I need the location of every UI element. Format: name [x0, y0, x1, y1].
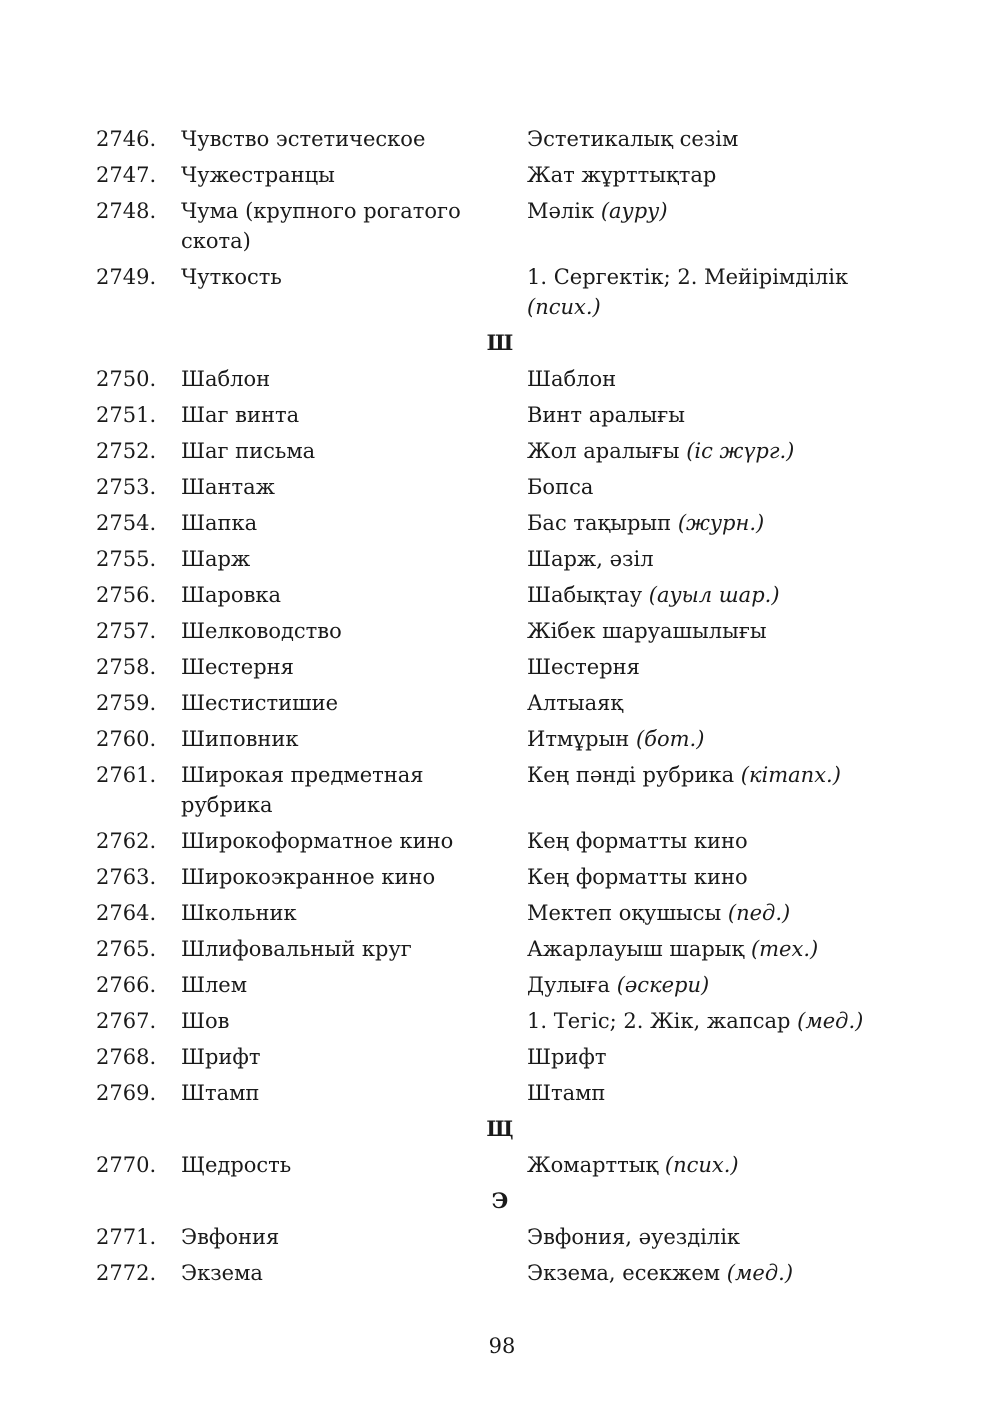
entry-row	[96, 1219, 886, 1255]
entry-number: 2753.	[96, 475, 157, 499]
russian-term: Шов	[181, 1009, 230, 1033]
entry-number: 2754.	[96, 511, 157, 535]
kazakh-translation	[527, 724, 886, 754]
entry-row	[96, 505, 886, 541]
entry-row	[96, 259, 886, 325]
russian-term: Шантаж	[181, 475, 275, 499]
russian-term: Шестистишие	[181, 691, 339, 715]
page-number: 98	[488, 1334, 516, 1358]
russian-term: Шелководство	[181, 619, 342, 643]
kazakh-term: Жомарттық	[527, 1153, 659, 1177]
kazakh-translation	[527, 1006, 886, 1036]
entry-number: 2766.	[96, 973, 157, 997]
entry-row	[96, 685, 886, 721]
kazakh-translation	[527, 1078, 886, 1108]
kazakh-term: Мектеп оқушысы	[527, 901, 722, 925]
kazakh-translation	[527, 262, 886, 322]
entry-row	[96, 433, 886, 469]
kazakh-term: 1. Сергектік; 2. Мейірімділік	[527, 265, 849, 289]
section-letter: Ш	[486, 330, 514, 355]
usage-note: (кітапх.)	[740, 763, 841, 787]
kazakh-translation	[527, 472, 886, 502]
russian-term: Чума (крупного рогатого скота)	[181, 199, 461, 253]
kazakh-term: Шестерня	[527, 655, 640, 679]
entry-row	[96, 931, 886, 967]
kazakh-translation	[527, 616, 886, 646]
usage-note: (бот.)	[635, 727, 705, 751]
entry-number: 2765.	[96, 937, 157, 961]
russian-term: Экзема	[181, 1261, 263, 1285]
kazakh-term: Штамп	[527, 1081, 606, 1105]
usage-note: (ауыл шар.)	[648, 583, 780, 607]
kazakh-term: Эвфония, әуезділік	[527, 1225, 741, 1249]
entry-number: 2747.	[96, 163, 157, 187]
russian-term: Широкоформатное кино	[181, 829, 454, 853]
entry-number: 2752.	[96, 439, 157, 463]
kazakh-term: Итмұрын	[527, 727, 630, 751]
entry-number: 2757.	[96, 619, 157, 643]
entry-row	[96, 649, 886, 685]
entry-row	[96, 1255, 886, 1291]
russian-term: Широкоэкранное кино	[181, 865, 436, 889]
russian-term: Шаровка	[181, 583, 282, 607]
kazakh-translation	[527, 544, 886, 574]
entry-row	[96, 1147, 886, 1183]
kazakh-translation	[527, 826, 886, 856]
russian-term: Чуткость	[181, 265, 282, 289]
entry-number: 2769.	[96, 1081, 157, 1105]
entry-number: 2750.	[96, 367, 157, 391]
kazakh-term: Кең форматты кино	[527, 865, 748, 889]
kazakh-translation	[527, 196, 886, 226]
kazakh-translation	[527, 436, 886, 466]
russian-term: Чувство эстетическое	[181, 127, 426, 151]
usage-note: (әскери)	[616, 973, 710, 997]
russian-term: Шарж	[181, 547, 251, 571]
entry-number: 2762.	[96, 829, 157, 853]
kazakh-term: Винт аралығы	[527, 403, 685, 427]
entry-number: 2759.	[96, 691, 157, 715]
kazakh-translation	[527, 862, 886, 892]
russian-term: Шлифовальный круг	[181, 937, 412, 961]
entry-row	[96, 577, 886, 613]
entry-number: 2749.	[96, 265, 157, 289]
kazakh-term: Шрифт	[527, 1045, 607, 1069]
entry-number: 2764.	[96, 901, 157, 925]
russian-term: Чужестранцы	[181, 163, 335, 187]
entry-row	[96, 157, 886, 193]
kazakh-translation	[527, 1222, 886, 1252]
kazakh-term: Экзема, есекжем	[527, 1261, 721, 1285]
kazakh-term: Кең форматты кино	[527, 829, 748, 853]
russian-term: Шаблон	[181, 367, 271, 391]
section-letter: Э	[491, 1188, 509, 1213]
entry-row	[96, 1075, 886, 1111]
usage-note: (ауру)	[600, 199, 668, 223]
entry-number: 2772.	[96, 1261, 157, 1285]
entry-number: 2763.	[96, 865, 157, 889]
kazakh-term: Жол аралығы	[527, 439, 680, 463]
russian-term: Шестерня	[181, 655, 294, 679]
entry-row	[96, 613, 886, 649]
kazakh-translation	[527, 124, 886, 154]
entry-row	[96, 859, 886, 895]
kazakh-translation	[527, 970, 886, 1000]
entry-row	[96, 397, 886, 433]
kazakh-term: Эстетикалық сезім	[527, 127, 739, 151]
russian-term: Штамп	[181, 1081, 260, 1105]
entry-number: 2751.	[96, 403, 157, 427]
kazakh-term: Шарж, әзіл	[527, 547, 654, 571]
entry-number: 2770.	[96, 1153, 157, 1177]
section-letter: Щ	[486, 1116, 514, 1141]
kazakh-translation	[527, 364, 886, 394]
dictionary-entries	[96, 121, 886, 1291]
russian-term: Шапка	[181, 511, 258, 535]
russian-term: Шаг письма	[181, 439, 316, 463]
kazakh-translation	[527, 508, 886, 538]
kazakh-translation	[527, 760, 886, 790]
kazakh-translation	[527, 934, 886, 964]
kazakh-term: Мәлік	[527, 199, 595, 223]
kazakh-term: Ажарлауыш шарық	[527, 937, 745, 961]
kazakh-term: Бопса	[527, 475, 594, 499]
usage-note: (псих.)	[664, 1153, 739, 1177]
entry-row	[96, 361, 886, 397]
entry-number: 2746.	[96, 127, 157, 151]
entry-row	[96, 1003, 886, 1039]
entry-number: 2758.	[96, 655, 157, 679]
entry-row	[96, 823, 886, 859]
russian-term: Шаг винта	[181, 403, 300, 427]
entry-row	[96, 895, 886, 931]
entry-row	[96, 967, 886, 1003]
kazakh-term: Дулыға	[527, 973, 610, 997]
kazakh-translation	[527, 400, 886, 430]
kazakh-translation	[527, 898, 886, 928]
entry-number: 2748.	[96, 199, 157, 223]
entry-row	[96, 193, 886, 259]
russian-term: Шлем	[181, 973, 248, 997]
russian-term: Эвфония	[181, 1225, 280, 1249]
usage-note: (пед.)	[727, 901, 791, 925]
entry-row	[96, 541, 886, 577]
entry-number: 2756.	[96, 583, 157, 607]
kazakh-term: Бас тақырып	[527, 511, 672, 535]
kazakh-term: Шабықтау	[527, 583, 643, 607]
kazakh-term: 1. Тегіс; 2. Жік, жапсар	[527, 1009, 791, 1033]
kazakh-term: Шаблон	[527, 367, 617, 391]
kazakh-translation	[527, 160, 886, 190]
kazakh-term: Жібек шаруашылығы	[527, 619, 767, 643]
entry-row	[96, 1039, 886, 1075]
kazakh-translation	[527, 580, 886, 610]
kazakh-translation	[527, 1150, 886, 1180]
russian-term: Щедрость	[181, 1153, 292, 1177]
entry-number: 2755.	[96, 547, 157, 571]
russian-term: Шрифт	[181, 1045, 261, 1069]
kazakh-term: Алтыаяқ	[527, 691, 624, 715]
entry-row	[96, 721, 886, 757]
usage-note: (тех.)	[750, 937, 819, 961]
entry-number: 2768.	[96, 1045, 157, 1069]
entry-number: 2760.	[96, 727, 157, 751]
usage-note: (іс жүрг.)	[686, 439, 795, 463]
kazakh-translation	[527, 652, 886, 682]
usage-note: (псих.)	[527, 295, 601, 319]
entry-number: 2771.	[96, 1225, 157, 1249]
kazakh-translation	[527, 1258, 886, 1288]
kazakh-translation	[527, 688, 886, 718]
russian-term: Шиповник	[181, 727, 299, 751]
entry-number: 2767.	[96, 1009, 157, 1033]
entry-number: 2761.	[96, 763, 157, 787]
kazakh-term: Жат жұрттықтар	[527, 163, 717, 187]
usage-note: (журн.)	[677, 511, 765, 535]
usage-note: (мед.)	[726, 1261, 794, 1285]
kazakh-translation	[527, 1042, 886, 1072]
usage-note: (мед.)	[797, 1009, 864, 1033]
entry-row	[96, 121, 886, 157]
russian-term: Широкая предметная рубрика	[181, 763, 424, 817]
entry-row	[96, 469, 886, 505]
russian-term: Школьник	[181, 901, 297, 925]
entry-row	[96, 757, 886, 823]
kazakh-term: Кең пәнді рубрика	[527, 763, 735, 787]
